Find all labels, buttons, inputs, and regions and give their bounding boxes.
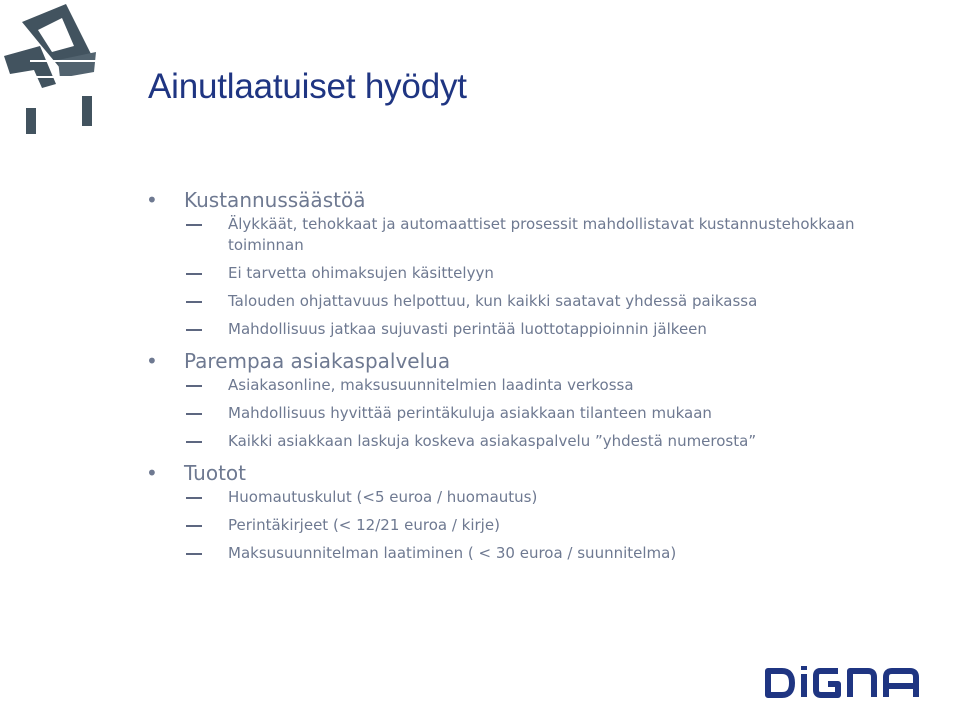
- dash-marker: [186, 301, 202, 303]
- list-item: Perintäkirjeet (< 12/21 euroa / kirje): [184, 515, 920, 536]
- list-item: Talouden ohjattavuus helpottuu, kun kaikki saatavat yhdessä paikassa: [184, 291, 920, 312]
- list-item: Mahdollisuus jatkaa sujuvasti perintää luottotappioinnin jälkeen: [184, 319, 920, 340]
- dash-marker: [186, 413, 202, 415]
- dash-marker: [186, 553, 202, 555]
- section-customer-service: [140, 347, 920, 452]
- bullet-content: [140, 186, 920, 571]
- section-list: [140, 186, 920, 564]
- dash-marker: [186, 441, 202, 443]
- page-title: Ainutlaatuiset hyödyt: [148, 67, 467, 106]
- dash-marker: [186, 273, 202, 275]
- list-item: Kaikki asiakkaan laskuja koskeva asiakaspalvelu ”yhdestä numerosta”: [184, 431, 920, 452]
- section-cost-savings: [140, 186, 920, 340]
- list-item: Mahdollisuus hyvittää perintäkuluja asiakkaan tilanteen mukaan: [184, 403, 920, 424]
- list-item: Huomautuskulut (<5 euroa / huomautus): [184, 487, 920, 508]
- list-item: Ei tarvetta ohimaksujen käsittelyyn: [184, 263, 920, 284]
- sub-list: [184, 375, 920, 452]
- digna-logo-icon: [764, 666, 920, 700]
- bullet-marker: •: [146, 461, 158, 485]
- dash-marker: [186, 329, 202, 331]
- list-item: Maksusuunnitelman laatiminen ( < 30 euroa / suunnitelma): [184, 543, 920, 564]
- section-heading: Parempaa asiakaspalvelua: [184, 349, 451, 373]
- list-item: Älykkäät, tehokkaat ja automaattiset prosessit mahdollistavat kustannustehokkaan toiminnan: [184, 214, 920, 256]
- sub-list: [184, 487, 920, 564]
- sub-list: [184, 214, 920, 340]
- bullet-marker: •: [146, 349, 158, 373]
- list-item: Asiakasonline, maksusuunnitelmien laadinta verkossa: [184, 375, 920, 396]
- dash-marker: [186, 385, 202, 387]
- dash-marker: [186, 224, 202, 226]
- section-heading: Kustannussäästöä: [184, 188, 366, 212]
- bullet-marker: •: [146, 188, 158, 212]
- section-revenue: [140, 459, 920, 564]
- section-heading: Tuotot: [184, 461, 247, 485]
- dash-marker: [186, 525, 202, 527]
- abstract-corner-logo-icon: [0, 0, 110, 140]
- dash-marker: [186, 497, 202, 499]
